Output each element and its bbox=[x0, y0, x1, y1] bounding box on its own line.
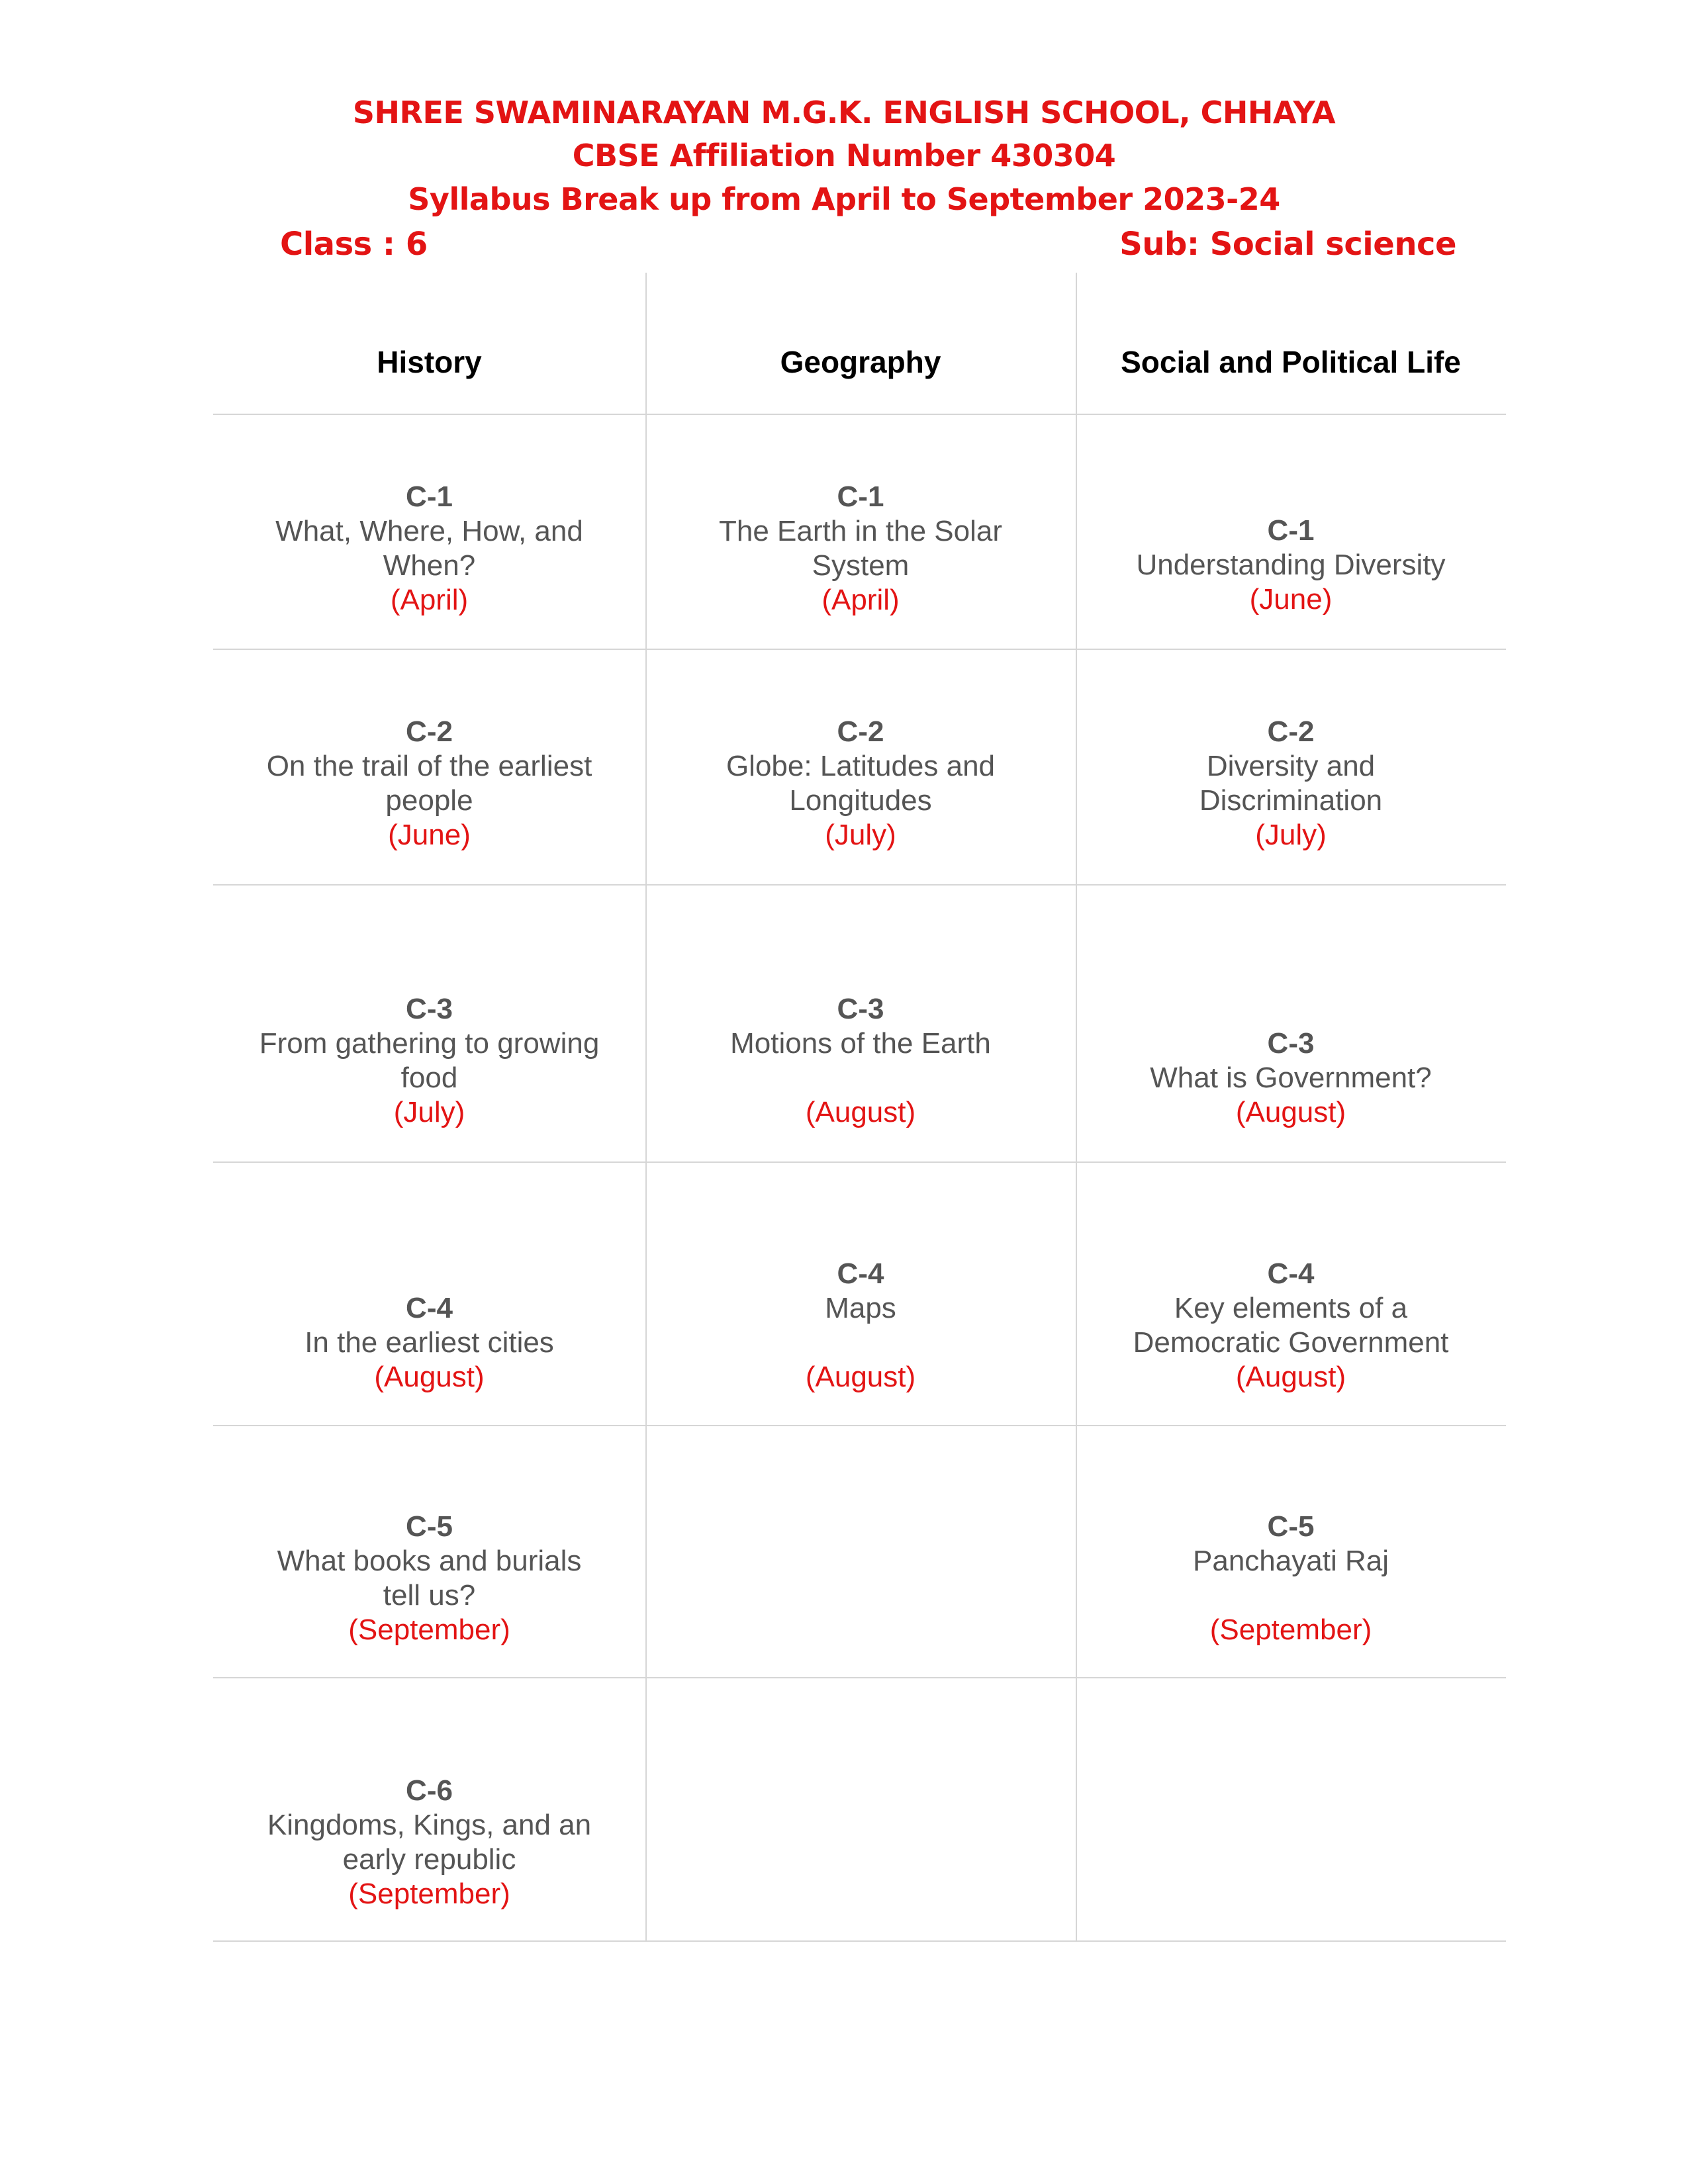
chapter-cell bbox=[213, 480, 645, 617]
chapter-month: (September) bbox=[1209, 1614, 1372, 1646]
chapter-title: What is Government? bbox=[1150, 1062, 1432, 1094]
chapter-title: Motions of the Earth bbox=[730, 1027, 991, 1060]
chapter-code: C-5 bbox=[1267, 1510, 1315, 1543]
row-divider bbox=[213, 884, 1506, 886]
chapter-cell bbox=[1076, 1257, 1506, 1394]
class-label: Class : 6 bbox=[280, 226, 428, 263]
chapter-title: tell us? bbox=[383, 1579, 476, 1612]
chapter-cell bbox=[213, 992, 645, 1130]
chapter-month: (August) bbox=[374, 1361, 485, 1393]
chapter-cell bbox=[645, 992, 1076, 1130]
chapter-code: C-1 bbox=[406, 480, 453, 513]
chapter-month: (July) bbox=[393, 1096, 465, 1128]
chapter-month: (August) bbox=[805, 1096, 916, 1128]
chapter-month: (June) bbox=[388, 819, 471, 851]
chapter-cell bbox=[645, 715, 1076, 852]
column-header: Social and Political Life bbox=[1121, 345, 1461, 379]
chapter-title: The Earth in the Solar bbox=[718, 515, 1002, 547]
chapter-code: C-1 bbox=[1267, 514, 1315, 547]
chapter-code: C-3 bbox=[1267, 1027, 1315, 1060]
chapter-title: Globe: Latitudes and bbox=[726, 750, 996, 782]
chapter-code: C-2 bbox=[1267, 715, 1315, 748]
column-header: Geography bbox=[780, 345, 941, 379]
chapter-code: C-4 bbox=[837, 1257, 884, 1290]
chapter-title: Kingdoms, Kings, and an bbox=[267, 1809, 592, 1841]
chapter-title: early republic bbox=[342, 1843, 516, 1876]
chapter-code: C-5 bbox=[406, 1510, 453, 1543]
school-name: SHREE SWAMINARAYAN M.G.K. ENGLISH SCHOOL, CHHAYA bbox=[352, 95, 1336, 130]
chapter-month: (July) bbox=[825, 819, 896, 851]
chapter-code: C-6 bbox=[406, 1774, 453, 1807]
chapter-title: food bbox=[400, 1062, 458, 1094]
chapter-cell bbox=[645, 480, 1076, 617]
chapter-title: On the trail of the earliest bbox=[266, 750, 592, 782]
affiliation-number: CBSE Affiliation Number 430304 bbox=[572, 138, 1116, 173]
chapter-title: From gathering to growing bbox=[259, 1027, 600, 1060]
chapter-code: C-2 bbox=[406, 715, 453, 748]
chapter-title: Discrimination bbox=[1199, 784, 1383, 817]
chapter-cell bbox=[1076, 1510, 1506, 1647]
chapter-cell bbox=[1076, 715, 1506, 852]
chapter-month: (April) bbox=[821, 584, 900, 616]
chapter-code: C-1 bbox=[837, 480, 884, 513]
chapter-code: C-3 bbox=[837, 993, 884, 1025]
chapter-cell bbox=[645, 1257, 1076, 1394]
chapter-title: Maps bbox=[825, 1292, 896, 1324]
chapter-month: (September) bbox=[348, 1878, 510, 1910]
syllabus-title: Syllabus Break up from April to September 2023-24 bbox=[408, 181, 1280, 217]
row-divider bbox=[213, 1161, 1506, 1163]
chapter-cell bbox=[1076, 1026, 1506, 1130]
chapter-month: (August) bbox=[805, 1361, 916, 1393]
chapter-title: Longitudes bbox=[789, 784, 932, 817]
chapter-code: C-4 bbox=[406, 1292, 453, 1324]
chapter-cell bbox=[213, 715, 645, 852]
chapter-cell bbox=[213, 1510, 645, 1647]
chapter-title: When? bbox=[383, 549, 476, 582]
chapter-month: (August) bbox=[1235, 1361, 1346, 1393]
row-divider bbox=[213, 649, 1506, 650]
chapter-month: (April) bbox=[390, 584, 469, 616]
subject-label: Sub: Social science bbox=[1119, 226, 1456, 263]
chapter-cell bbox=[213, 1774, 645, 1911]
row-divider bbox=[213, 1677, 1506, 1678]
row-divider bbox=[213, 1940, 1506, 1942]
chapter-title: Understanding Diversity bbox=[1136, 549, 1446, 581]
chapter-title: Democratic Government bbox=[1133, 1326, 1449, 1359]
chapter-month: (June) bbox=[1249, 583, 1333, 615]
chapter-month: (July) bbox=[1255, 819, 1327, 851]
chapter-title: people bbox=[385, 784, 473, 817]
chapter-code: C-4 bbox=[1267, 1257, 1315, 1290]
chapter-title: Diversity and bbox=[1206, 750, 1376, 782]
row-divider bbox=[213, 414, 1506, 415]
chapter-title: Panchayati Raj bbox=[1193, 1545, 1389, 1577]
chapter-title: System bbox=[812, 549, 910, 582]
chapter-code: C-3 bbox=[406, 993, 453, 1025]
chapter-title: What, Where, How, and bbox=[275, 515, 583, 547]
chapter-cell bbox=[213, 1291, 645, 1394]
chapter-code: C-2 bbox=[837, 715, 884, 748]
column-header: History bbox=[377, 345, 482, 379]
row-divider bbox=[213, 1425, 1506, 1426]
chapter-title: In the earliest cities bbox=[305, 1326, 554, 1359]
chapter-cell bbox=[1076, 514, 1506, 617]
chapter-title: What books and burials bbox=[277, 1545, 582, 1577]
chapter-month: (August) bbox=[1235, 1096, 1346, 1128]
chapter-month: (September) bbox=[348, 1614, 510, 1646]
chapter-title: Key elements of a bbox=[1174, 1292, 1408, 1324]
